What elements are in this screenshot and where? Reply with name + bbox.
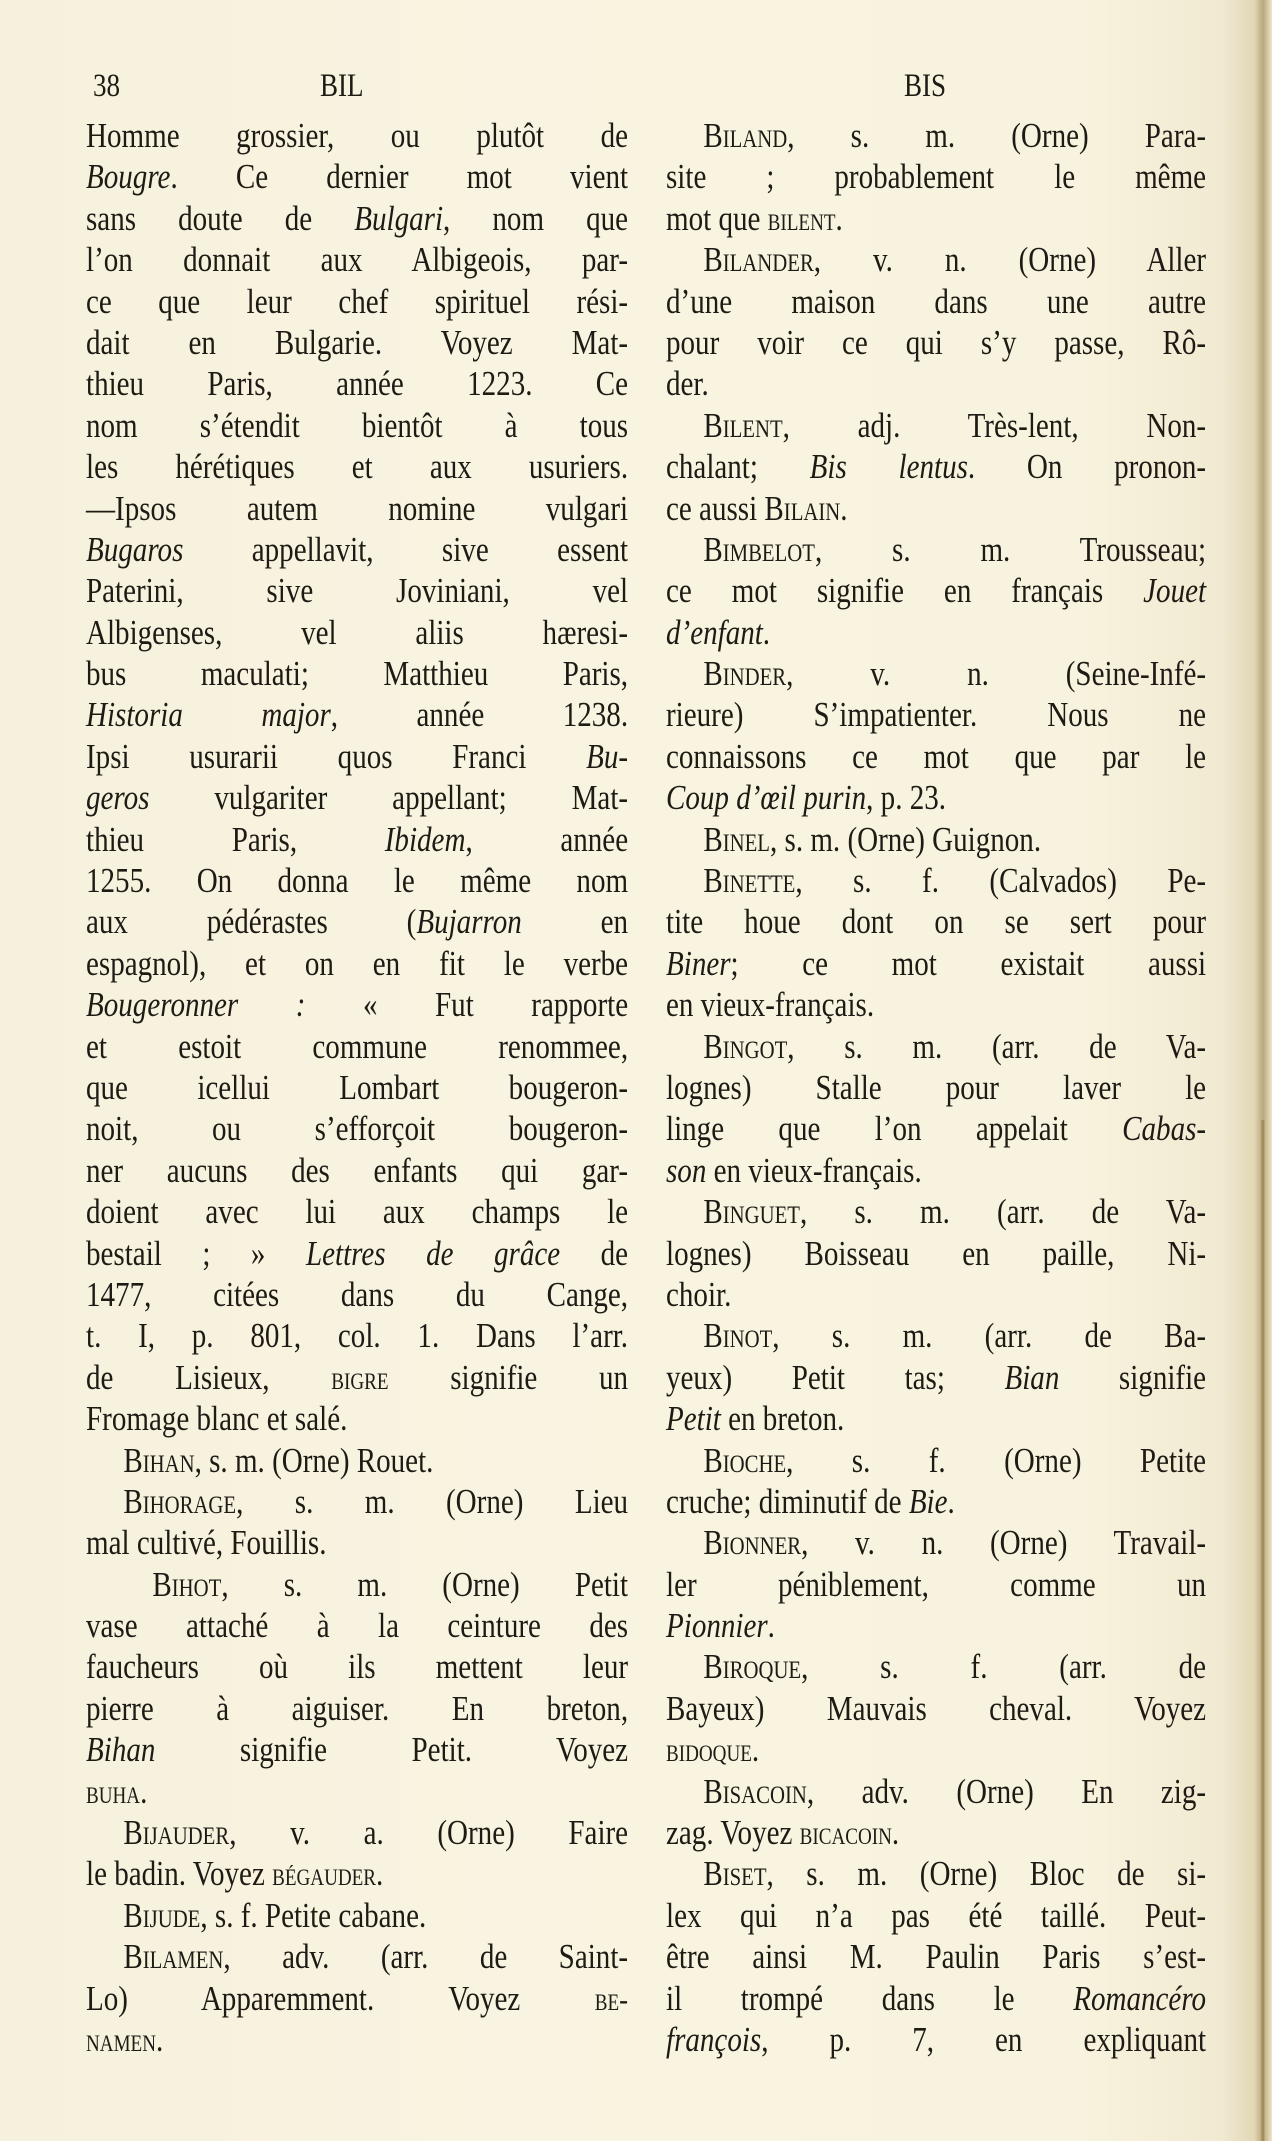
text-run: de — [560, 1233, 629, 1273]
text-run: espagnol), et on en fit le verbe — [86, 943, 629, 983]
text-run: chalant; — [666, 447, 810, 487]
text-line — [86, 943, 628, 984]
text-run: rieure) S’impatienter. Nous ne — [666, 695, 1207, 735]
italic-term: Bugaros — [86, 529, 184, 569]
text-line — [86, 1398, 628, 1439]
text-run: vase attaché à la ceinture des — [86, 1606, 629, 1646]
text-run: linge que l’on appelait — [666, 1109, 1123, 1149]
binding-shadow — [1260, 1120, 1266, 2141]
text-line — [86, 1067, 628, 1108]
headword: Bioche — [703, 1440, 787, 1480]
text-line — [666, 2019, 1206, 2060]
text-run: thieu Paris, année 1223. Ce — [86, 364, 629, 404]
headword: Binette — [703, 861, 796, 901]
text-run: , s. m. (Orne) Petit — [221, 1564, 629, 1604]
text-line — [86, 1315, 628, 1356]
text-line — [86, 819, 628, 860]
text-line — [666, 819, 1206, 860]
text-run: en — [521, 902, 629, 942]
text-line — [666, 984, 1206, 1025]
text-line — [86, 529, 628, 570]
cross-reference: bilent — [767, 200, 836, 237]
text-run: , s. m. (Orne) Bloc de si- — [766, 1854, 1207, 1894]
text-line — [86, 1481, 628, 1522]
text-run: , s. m. (Orne) Rouet. — [194, 1440, 434, 1480]
italic-term: Jouet — [1143, 571, 1207, 611]
italic-term: Bian — [1004, 1357, 1060, 1397]
text-run: Paterini, sive Joviniani, vel — [86, 571, 629, 611]
text-run: aux pédérastes ( — [86, 902, 417, 942]
text-run: « Fut rapporte — [305, 985, 629, 1025]
text-run: en breton. — [720, 1399, 845, 1439]
headword: Bijauder — [123, 1813, 230, 1853]
text-run: dait en Bulgarie. Voyez Mat- — [86, 322, 629, 362]
text-line — [86, 198, 628, 239]
text-line — [86, 984, 628, 1025]
text-run: ; ce mot existait aussi — [730, 943, 1207, 983]
text-run: et estoit commune renommee, — [86, 1026, 629, 1066]
text-run: , s. f. Petite cabane. — [200, 1895, 427, 1935]
text-run: , s. m. (arr. de Ba- — [772, 1316, 1207, 1356]
text-line — [86, 1895, 628, 1936]
text-run: de Lisieux, — [86, 1357, 332, 1397]
text-run: . — [840, 488, 848, 528]
text-run: . — [751, 1730, 760, 1770]
text-line — [666, 694, 1206, 735]
cross-reference: buha — [86, 1773, 141, 1810]
text-run: , v. n. (Orne) Travail- — [801, 1523, 1207, 1563]
text-line — [86, 653, 628, 694]
text-run: mot que — [666, 198, 768, 238]
cross-reference: bidoque — [666, 1732, 752, 1769]
text-line — [666, 1233, 1206, 1274]
italic-term: Bujarron — [416, 902, 522, 942]
italic-term: Bis lentus — [809, 447, 968, 487]
headword: Bihot — [152, 1564, 222, 1604]
text-run: , p. 7, en expliquant — [761, 2019, 1207, 2059]
text-run: . — [762, 612, 771, 652]
text-line — [666, 860, 1206, 901]
text-run: pour voir ce qui s’y passe, Rô- — [666, 322, 1207, 362]
text-line — [666, 1108, 1206, 1149]
text-line — [666, 1646, 1206, 1687]
text-run: signifie un — [388, 1357, 629, 1397]
text-line — [86, 1440, 628, 1481]
text-run: , s. m. (arr. de Va- — [799, 1192, 1207, 1232]
text-line — [86, 156, 628, 197]
text-run: Homme grossier, ou plutôt de — [86, 116, 629, 155]
text-run: t. I, p. 801, col. 1. Dans l’arr. — [86, 1316, 629, 1356]
text-line — [86, 1605, 628, 1646]
text-line — [86, 405, 628, 446]
text-line — [666, 1067, 1206, 1108]
text-run: lognes) Stalle pour laver le — [666, 1067, 1207, 1107]
italic-term: Bougre — [86, 157, 171, 197]
text-run: que icellui Lombart bougeron- — [86, 1067, 629, 1107]
text-line — [666, 1398, 1206, 1439]
text-line — [86, 1729, 628, 1770]
text-run: , v. n. (Orne) Aller — [813, 240, 1207, 280]
text-line — [86, 1108, 628, 1149]
text-run: sans doute de — [86, 198, 355, 238]
text-line — [86, 1646, 628, 1687]
text-run: , s. f. (Calvados) Pe- — [795, 861, 1207, 901]
italic-term: Bie — [908, 1481, 948, 1521]
text-run: vulgariter appellant; Mat- — [149, 778, 629, 818]
text-line — [666, 612, 1206, 653]
text-line — [666, 1357, 1206, 1398]
text-run: ce que leur chef spirituel rési- — [86, 281, 629, 321]
text-run: , s. m. (arr. de Va- — [787, 1026, 1207, 1066]
text-run: Fromage blanc et salé. — [86, 1399, 348, 1439]
text-run: cruche; diminutif de — [666, 1481, 909, 1521]
text-run: d’une maison dans une autre — [666, 281, 1207, 321]
text-line — [666, 777, 1206, 818]
headword: Bimbelot — [703, 529, 815, 569]
text-run: 1255. On donna le même nom — [86, 861, 629, 901]
text-line — [666, 736, 1206, 777]
text-run: , s. f. (Orne) Petite — [786, 1440, 1207, 1480]
text-run: en vieux-français. — [666, 985, 875, 1025]
text-line — [666, 1771, 1206, 1812]
headword: Bilander — [703, 240, 814, 280]
italic-term: Lettres de grâce — [305, 1233, 561, 1273]
text-line — [86, 446, 628, 487]
text-line — [666, 115, 1206, 156]
text-line — [666, 198, 1206, 239]
headword: Bilent — [703, 405, 783, 445]
text-run: . — [767, 1606, 775, 1646]
text-line — [666, 1440, 1206, 1481]
text-run: , adv. (arr. de Saint- — [223, 1937, 629, 1977]
italic-term: Romancéro — [1073, 1978, 1207, 2018]
headword: Bihan — [123, 1440, 195, 1480]
text-run: . — [835, 198, 843, 238]
text-line — [86, 860, 628, 901]
text-line — [666, 1688, 1206, 1729]
text-run: lognes) Boisseau en paille, Ni- — [666, 1233, 1207, 1273]
italic-term: geros — [86, 778, 150, 818]
text-line — [86, 694, 628, 735]
italic-term: d’enfant — [666, 612, 763, 652]
text-line — [86, 1357, 628, 1398]
italic-term: Bu- — [586, 736, 629, 776]
text-line — [86, 736, 628, 777]
text-line — [86, 281, 628, 322]
left-running-head: BIL — [320, 68, 364, 104]
text-line — [86, 1150, 628, 1191]
text-line — [666, 322, 1206, 363]
text-run: faucheurs où ils mettent leur — [86, 1647, 629, 1687]
text-run: Albigenses, vel aliis hæresi- — [86, 612, 629, 652]
text-run: connaissons ce mot que par le — [666, 736, 1207, 776]
text-run: , v. a. (Orne) Faire — [229, 1813, 629, 1853]
text-run: site ; probablement le même — [666, 157, 1207, 197]
text-line — [86, 1978, 628, 2019]
text-run: , p. 23. — [866, 778, 947, 818]
text-line — [86, 1026, 628, 1067]
text-line — [666, 653, 1206, 694]
text-run: choir. — [666, 1274, 732, 1314]
text-run: bus maculati; Matthieu Paris, — [86, 654, 629, 694]
text-line — [666, 1853, 1206, 1894]
headword: Bihorage — [123, 1481, 237, 1521]
text-line — [86, 488, 628, 529]
headword: Binder — [703, 654, 787, 694]
text-run: ler péniblement, comme un — [666, 1564, 1207, 1604]
text-run: pierre à aiguiser. En breton, — [86, 1688, 629, 1728]
text-line — [86, 1853, 628, 1894]
italic-term: Ibidem — [384, 819, 466, 859]
text-run: 1477, citées dans du Cange, — [86, 1274, 629, 1314]
text-line — [86, 1522, 628, 1563]
text-run: ner aucuns des enfants qui gar- — [86, 1150, 629, 1190]
text-line — [666, 1522, 1206, 1563]
text-line — [666, 281, 1206, 322]
text-line — [666, 1026, 1206, 1067]
text-line — [86, 901, 628, 942]
text-line — [666, 1150, 1206, 1191]
text-line — [666, 1729, 1206, 1770]
headword: Bionner — [703, 1523, 802, 1563]
text-line — [666, 1481, 1206, 1522]
text-run: signifie — [1059, 1357, 1207, 1397]
headword: Bingot — [703, 1026, 788, 1066]
italic-term: Bihan — [86, 1730, 156, 1770]
running-header — [0, 68, 1272, 108]
italic-term: Historia major — [86, 695, 331, 735]
text-run: appellavit, sive essent — [183, 529, 629, 569]
text-run: . Ce dernier mot vient — [170, 157, 629, 197]
italic-term: Bougeronner : — [86, 985, 306, 1025]
text-run: thieu Paris, — [86, 819, 385, 859]
text-run: Lo) Apparemment. Voyez — [86, 1978, 595, 2018]
headword: Binel — [703, 819, 770, 859]
text-line — [86, 363, 628, 404]
text-run: bestail ; » — [86, 1233, 306, 1273]
text-run: , s. m. (Orne) Para- — [787, 116, 1207, 155]
text-run: doient avec lui aux champs le — [86, 1192, 629, 1232]
text-line — [666, 901, 1206, 942]
page-number: 38 — [93, 68, 121, 104]
text-run: , adj. Très-lent, Non- — [782, 405, 1207, 445]
italic-term: Bulgari — [354, 198, 444, 238]
text-run: , s. m. (Orne) Lieu — [236, 1481, 629, 1521]
text-line — [86, 1812, 628, 1853]
text-run: il trompé dans le — [666, 1978, 1074, 2018]
text-run: l’on donnait aux Albigeois, par- — [86, 240, 629, 280]
text-run: les hérétiques et aux usuriers. — [86, 447, 629, 487]
headword: Binot — [703, 1316, 773, 1356]
text-line — [666, 405, 1206, 446]
right-column — [666, 115, 1206, 2060]
text-line — [86, 777, 628, 818]
text-line — [666, 529, 1206, 570]
headword: Biroque — [703, 1647, 802, 1687]
text-line — [86, 2019, 628, 2060]
text-run: Ipsi usurarii quos Franci — [86, 736, 587, 776]
text-run: yeux) Petit tas; — [666, 1357, 1005, 1397]
text-line — [666, 570, 1206, 611]
text-line — [666, 1315, 1206, 1356]
text-run: . — [140, 1771, 148, 1811]
text-run: . — [156, 2019, 164, 2059]
text-line — [666, 488, 1206, 529]
text-line — [86, 239, 628, 280]
text-line — [666, 1605, 1206, 1646]
text-run: mal cultivé, Fouillis. — [86, 1523, 327, 1563]
text-run: zag. Voyez — [666, 1813, 800, 1853]
headword: Bijude — [123, 1895, 201, 1935]
text-line — [666, 1191, 1206, 1232]
text-line — [666, 446, 1206, 487]
text-run: . — [947, 1481, 955, 1521]
text-line — [86, 1233, 628, 1274]
text-run: , s. m. Trousseau; — [814, 529, 1207, 569]
text-line — [666, 1274, 1206, 1315]
text-run: . — [376, 1854, 384, 1894]
text-run: être ainsi M. Paulin Paris s’est- — [666, 1937, 1207, 1977]
headword: Bilamen — [123, 1937, 224, 1977]
italic-term: Biner — [666, 943, 731, 983]
text-line — [666, 239, 1206, 280]
cross-reference: bicacoin — [799, 1815, 892, 1852]
headword: Binguet — [703, 1192, 800, 1232]
italic-term: Pionnier — [666, 1606, 768, 1646]
text-run: , année — [465, 819, 629, 859]
text-run: , s. m. (Orne) Guignon. — [769, 819, 1042, 859]
text-run: , v. n. (Seine-Infé- — [786, 654, 1207, 694]
headword: Bilain — [764, 488, 841, 528]
italic-term: Coup d’œil purin — [666, 778, 867, 818]
text-run: . On pronon- — [967, 447, 1207, 487]
left-column — [86, 115, 628, 2060]
cross-reference: bigre — [331, 1359, 389, 1396]
text-run: nom s’étendit bientôt à tous — [86, 405, 629, 445]
text-line — [666, 943, 1206, 984]
text-run: le badin. Voyez — [86, 1854, 273, 1894]
text-run: Bayeux) Mauvais cheval. Voyez — [666, 1688, 1207, 1728]
italic-term: Petit — [666, 1399, 721, 1439]
text-run: , année 1238. — [330, 695, 629, 735]
italic-term: françois — [666, 2019, 762, 2059]
italic-term: Cabas- — [1122, 1109, 1207, 1149]
text-line — [666, 1895, 1206, 1936]
text-run: noit, ou s’efforçoit bougeron- — [86, 1109, 629, 1149]
text-line — [666, 363, 1206, 404]
right-running-head: BIS — [904, 68, 947, 104]
italic-term: son — [666, 1150, 707, 1190]
text-line — [666, 1978, 1206, 2019]
text-run: . — [891, 1813, 900, 1853]
text-line — [86, 570, 628, 611]
text-run: —Ipsos autem nomine vulgari — [86, 488, 629, 528]
text-run: der. — [666, 364, 709, 404]
text-line — [86, 1771, 628, 1812]
text-line — [666, 156, 1206, 197]
text-run: , adv. (Orne) En zig- — [806, 1771, 1207, 1811]
text-run: signifie Petit. Voyez — [155, 1730, 629, 1770]
text-line — [86, 1936, 628, 1977]
text-line — [86, 612, 628, 653]
text-run: ce mot signifie en français — [666, 571, 1144, 611]
headword: Biset — [703, 1854, 767, 1894]
text-run: en vieux-français. — [706, 1150, 922, 1190]
text-run: tite houe dont on se sert pour — [666, 902, 1207, 942]
text-line — [666, 1812, 1206, 1853]
text-line — [86, 1688, 628, 1729]
text-line — [86, 1191, 628, 1232]
headword: Biland — [703, 116, 788, 155]
cross-reference: bégauder — [272, 1856, 377, 1893]
text-line — [666, 1936, 1206, 1977]
text-run: , s. f. (arr. de — [801, 1647, 1207, 1687]
text-line — [86, 115, 628, 156]
text-line — [86, 322, 628, 363]
cross-reference: be- — [594, 1980, 629, 2017]
text-run: , nom que — [443, 198, 629, 238]
cross-reference: namen — [86, 2021, 157, 2058]
text-line — [666, 1564, 1206, 1605]
text-line — [86, 1274, 628, 1315]
text-run: ce aussi — [666, 488, 765, 528]
text-run: lex qui n’a pas été taillé. Peut- — [666, 1895, 1207, 1935]
text-line — [86, 1564, 628, 1605]
headword: Bisacoin — [703, 1771, 807, 1811]
